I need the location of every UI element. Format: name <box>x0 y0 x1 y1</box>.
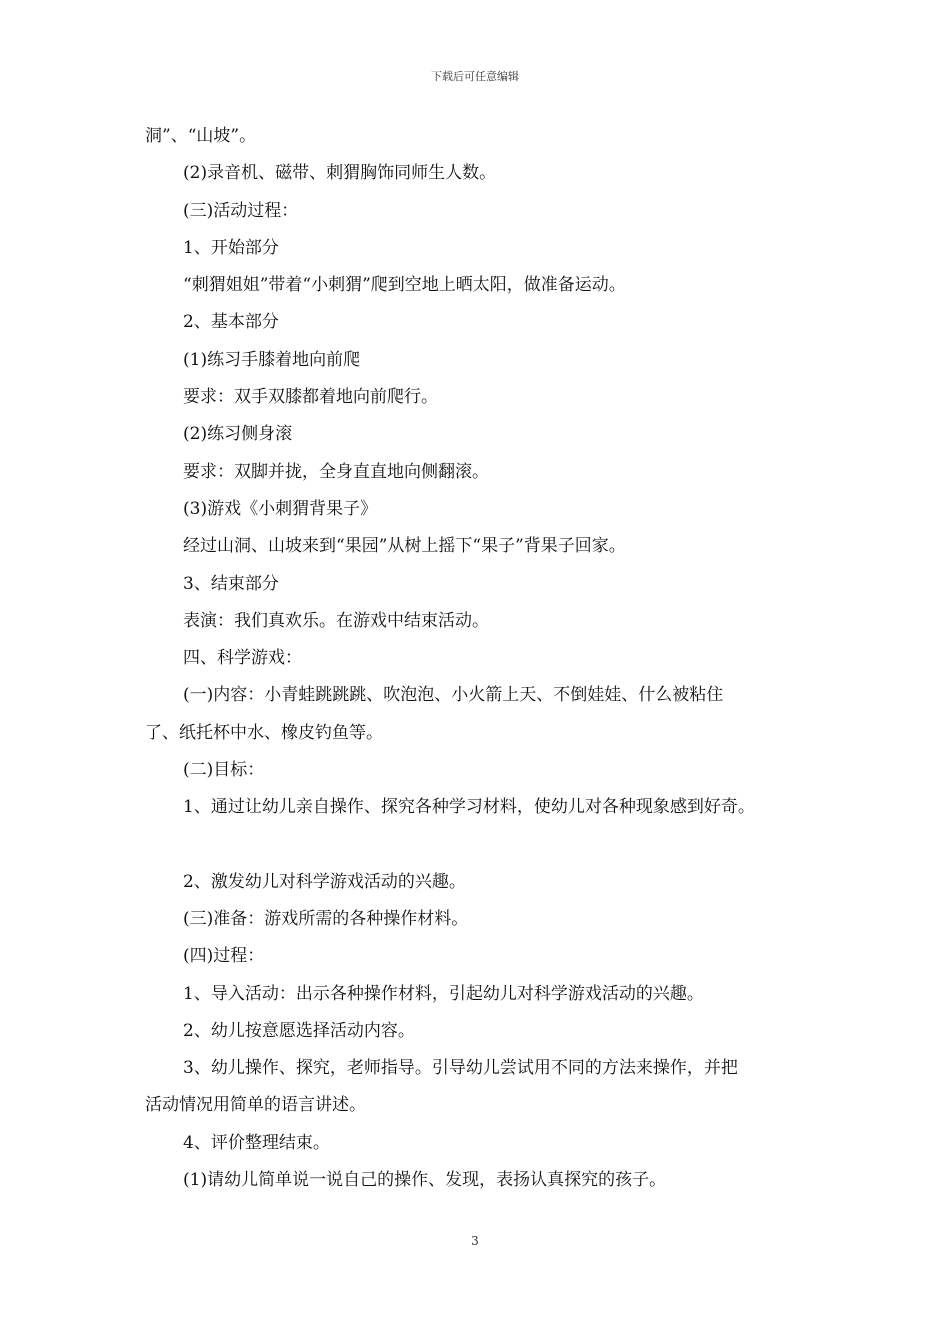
paragraph: 要求：双手双膝都着地向前爬行。 <box>183 387 438 408</box>
subsection-heading: 1、开始部分 <box>183 237 279 258</box>
paragraph: (1)请幼儿简单说一说自己的操作、发现，表扬认真探究的孩子。 <box>183 1170 667 1191</box>
paragraph: “刺猬姐姐”带着“小刺猬”爬到空地上晒太阳，做准备运动。 <box>183 275 626 296</box>
paragraph: (2)练习侧身滚 <box>183 424 293 445</box>
paragraph: 2、幼儿按意愿选择活动内容。 <box>183 1020 415 1041</box>
paragraph: (1)练习手膝着地向前爬 <box>183 349 361 370</box>
paragraph: 3、幼儿操作、探究，老师指导。引导幼儿尝试用不同的方法来操作，并把 <box>183 1058 738 1079</box>
paragraph: 活动情况用简单的语言讲述。 <box>145 1095 366 1116</box>
paragraph: 1、导入活动：出示各种操作材料，引起幼儿对科学游戏活动的兴趣。 <box>183 983 704 1004</box>
paragraph: 1、通过让幼儿亲自操作、探究各种学习材料，使幼儿对各种现象感到好奇。 <box>183 797 755 818</box>
paragraph: 表演：我们真欢乐。在游戏中结束活动。 <box>183 610 489 631</box>
page-header: 下载后可任意编辑 <box>431 70 519 83</box>
paragraph: 了、纸托杯中水、橡皮钓鱼等。 <box>145 722 383 743</box>
document-body <box>145 118 820 1199</box>
paragraph: (3)游戏《小刺猬背果子》 <box>183 498 378 519</box>
blank-line <box>145 827 820 864</box>
subsection-heading: 2、基本部分 <box>183 312 279 333</box>
paragraph: (一)内容：小青蛙跳跳跳、吹泡泡、小火箭上天、不倒娃娃、什么被粘住 <box>183 685 724 706</box>
paragraph: (2)录音机、磁带、刺猬胸饰同师生人数。 <box>183 163 497 184</box>
subsection-heading: 3、结束部分 <box>183 573 279 594</box>
paragraph: (四)过程： <box>183 946 265 967</box>
paragraph: 要求：双脚并拢，全身直直地向侧翻滚。 <box>183 461 489 482</box>
paragraph: 经过山洞、山坡来到“果园”从树上摇下“果子”背果子回家。 <box>183 536 626 557</box>
page-number: 3 <box>471 1234 479 1248</box>
section-heading: (三)活动过程： <box>183 200 299 221</box>
paragraph: (三)准备：游戏所需的各种操作材料。 <box>183 908 469 929</box>
paragraph: 4、评价整理结束。 <box>183 1132 330 1153</box>
section-heading: 四、科学游戏： <box>183 648 302 669</box>
paragraph: (二)目标： <box>183 760 265 781</box>
paragraph: 2、激发幼儿对科学游戏活动的兴趣。 <box>183 871 466 892</box>
paragraph: 洞”、“山坡”。 <box>145 126 257 146</box>
